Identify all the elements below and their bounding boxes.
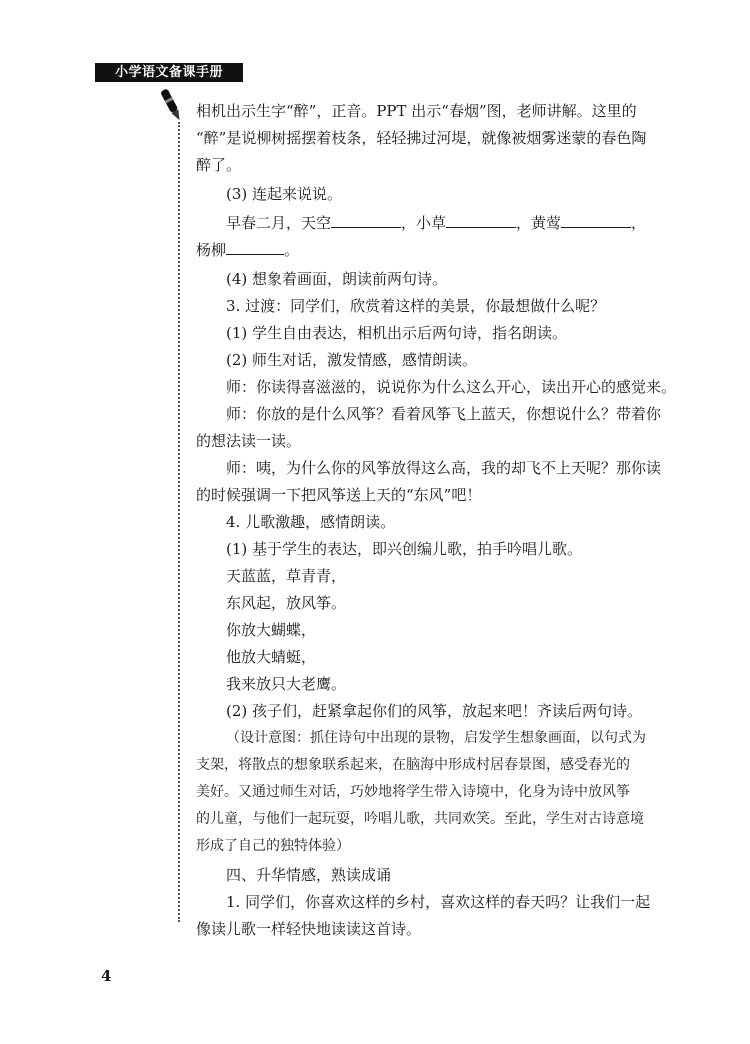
answer-blank — [561, 213, 631, 228]
design-note-line: 形成了自己的独特体验） — [196, 838, 350, 854]
pen-icon — [160, 86, 184, 126]
text-line: 3. 过渡：同学们，欣赏着这样的美景，你最想做什么呢？ — [226, 297, 606, 315]
design-note-line: （设计意图：抓住诗句中出现的景物，启发学生想象画面，以句式为 — [226, 730, 646, 746]
lesson-body — [196, 98, 677, 943]
text-line: 的时候强调一下把风筝送上天的“东风”吧！ — [196, 486, 482, 504]
fill-blank-text: ，黄莺 — [516, 214, 562, 232]
text-line: (2) 师生对话，激发情感，感情朗读。 — [226, 351, 478, 369]
song-line: 东风起，放风筝。 — [226, 594, 347, 612]
text-line: 4. 儿歌激趣，感情朗读。 — [226, 513, 396, 531]
text-line: (1) 学生自由表达，相机出示后两句诗，指名朗读。 — [226, 324, 568, 342]
fill-blank-text: 。 — [284, 241, 300, 259]
text-line: 师：你放的是什么风筝？看着风筝飞上蓝天，你想说什么？带着你 — [226, 405, 662, 423]
page-number: 4 — [101, 967, 112, 985]
song-line: 天蓝蓝，草青青， — [226, 567, 347, 585]
text-line: 的想法读一读。 — [196, 432, 302, 450]
fill-blank-text: ，小草 — [401, 214, 447, 232]
text-line: 醉了。 — [196, 156, 242, 174]
song-line: 我来放只大老鹰。 — [226, 675, 347, 693]
margin-dotted-line — [178, 122, 180, 922]
text-line: (3) 连起来说说。 — [226, 185, 343, 203]
text-line: (2) 孩子们，赶紧拿起你们的风筝，放起来吧！齐读后两句诗。 — [226, 702, 643, 720]
song-line: 你放大蝴蝶， — [226, 621, 317, 639]
text-line: 1. 同学们，你喜欢这样的乡村，喜欢这样的春天吗？让我们一起 — [226, 893, 651, 911]
answer-blank — [446, 213, 516, 228]
fill-blank-text: 杨柳 — [196, 241, 227, 259]
fill-blank-line — [196, 237, 666, 264]
answer-blank — [331, 213, 401, 228]
section-heading: 四、升华情感，熟读成诵 — [226, 866, 392, 884]
text-line: 师：你读得喜滋滋的，说说你为什么这么开心，读出开心的感觉来。 — [226, 378, 677, 396]
text-line: (1) 基于学生的表达，即兴创编儿歌，拍手吟唱儿歌。 — [226, 540, 583, 558]
song-line: 他放大蜻蜓， — [226, 648, 317, 666]
fill-blank-line — [196, 210, 666, 237]
text-line: 相机出示生字“醉”，正音。PPT 出示“春烟”图，老师讲解。这里的 — [196, 102, 637, 120]
fill-blank-text: ， — [631, 214, 647, 232]
text-line: 像读儿歌一样轻快地读读这首诗。 — [196, 920, 422, 938]
text-line: 师：咦，为什么你的风筝放得这么高，我的却飞不上天呢？那你读 — [226, 459, 662, 477]
handbook-title-banner: 小学语文备课手册 — [95, 63, 243, 82]
text-line: “醉”是说柳树摇摆着枝条，轻轻拂过河堤，就像被烟雾迷蒙的春色陶 — [196, 129, 647, 147]
design-note-line: 支架，将散点的想象联系起来，在脑海中形成村居春景图，感受春光的 — [196, 757, 630, 773]
design-note-line: 的儿童，与他们一起玩耍，吟唱儿歌，共同欢笑。至此，学生对古诗意境 — [196, 811, 644, 827]
answer-blank — [226, 240, 284, 255]
design-note-line: 美好。又通过师生对话，巧妙地将学生带入诗境中，化身为诗中放风筝 — [196, 784, 630, 800]
fill-blank-text: 早春二月，天空 — [226, 214, 332, 232]
text-line: (4) 想象着画面，朗读前两句诗。 — [226, 270, 448, 288]
